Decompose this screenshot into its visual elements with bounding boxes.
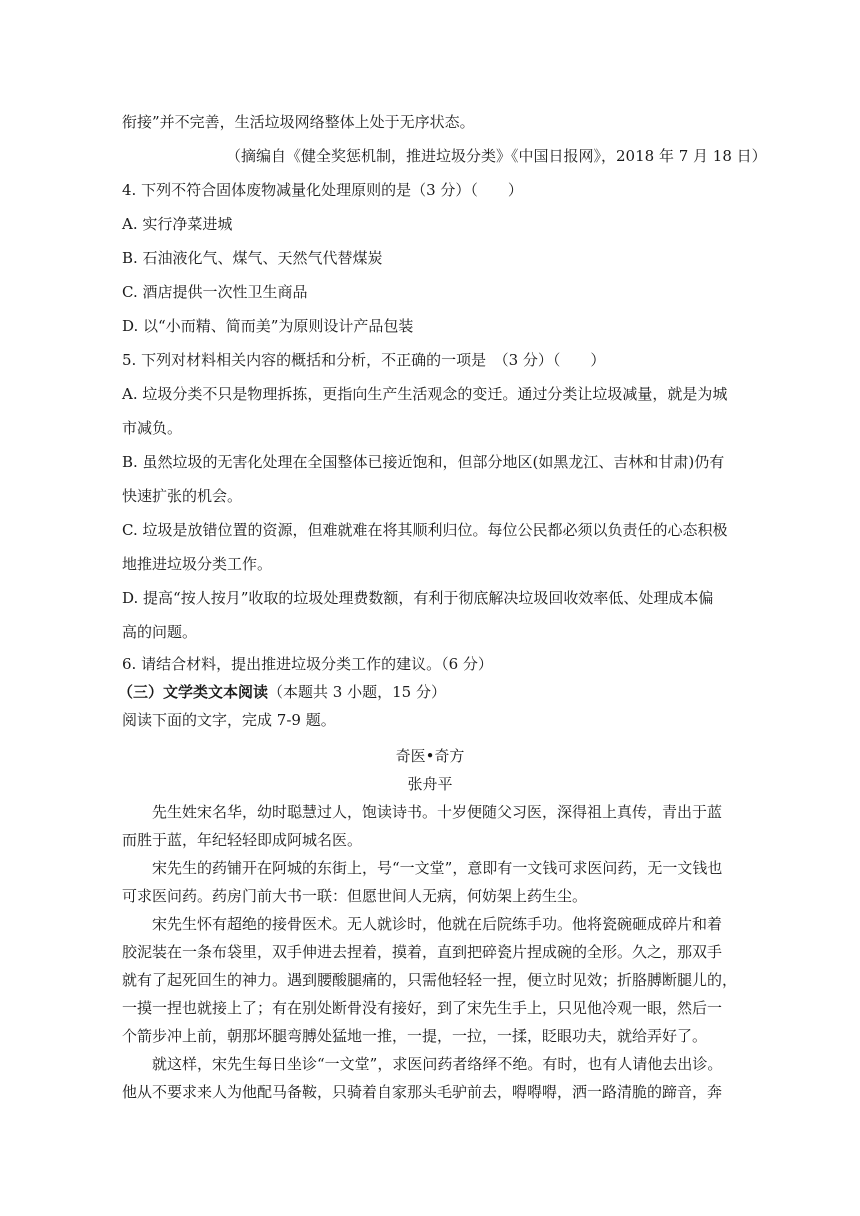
question-5-stem: 5. 下列对材料相关内容的概括和分析，不正确的一项是 （3 分）（ ）	[122, 351, 606, 369]
question-5-option-b: B. 虽然垃圾的无害化处理在全国整体已接近饱和，但部分地区(如黑龙江、吉林和甘肃)仍有	[122, 453, 725, 471]
story-paragraph-4: 就这样，宋先生每日坐诊“一文堂”，求医问药者络绎不绝。有时，也有人请他去出诊。	[152, 1055, 723, 1073]
question-4-option-a: A. 实行净菜进城	[122, 215, 233, 233]
story-paragraph-3-line-4: 一摸一捏也就接上了；有在别处断骨没有接好，到了宋先生手上，只见他冷观一眼，然后一	[122, 999, 723, 1017]
story-paragraph-3-line-2: 胶泥装在一条布袋里，双手伸进去捏着，摸着，直到把碎瓷片捏成碗的全形。久之，那双手	[122, 943, 723, 961]
question-5-option-c-cont: 地推进垃圾分类工作。	[122, 555, 273, 573]
reading-instruction: 阅读下面的文字，完成 7-9 题。	[122, 711, 336, 729]
question-5-option-b-cont: 快速扩张的机会。	[122, 487, 243, 505]
story-paragraph-3-line-3: 就有了起死回生的神力。遇到腰酸腿痛的，只需他轻轻一捏，便立时见效；折胳膊断腿儿的，	[122, 971, 738, 989]
section-heading	[118, 682, 446, 702]
story-paragraph-3: 宋先生怀有超绝的接骨医术。无人就诊时，他就在后院练手功。他将瓷碗砸成碎片和着	[152, 915, 723, 933]
question-5-option-c: C. 垃圾是放错位置的资源，但难就难在将其顺利归位。每位公民都必须以负责任的心态积极	[122, 521, 728, 539]
section-heading-title: （三）文学类文本阅读	[118, 683, 269, 701]
section-heading-note: （本题共 3 小题，15 分）	[268, 683, 446, 701]
story-author: 张舟平	[407, 775, 453, 793]
story-paragraph-3-line-5: 个箭步冲上前，朝那坏腿弯膊处猛地一推，一提，一拉，一揉，眨眼功夫，就给弄好了。	[122, 1027, 708, 1045]
story-paragraph-2-cont: 可求医问药。药房门前大书一联：但愿世间人无病，何妨架上药生尘。	[122, 887, 588, 905]
question-4-option-c: C. 酒店提供一次性卫生商品	[122, 283, 308, 301]
story-paragraph-4-cont: 他从不要求来人为他配马备鞍，只骑着自家那头毛驴前去，嘚嘚嘚，洒一路清脆的蹄音，奔	[122, 1083, 723, 1101]
question-4-option-d: D. 以“小而精、简而美”为原则设计产品包装	[122, 317, 414, 335]
story-paragraph-1-cont: 而胜于蓝，年纪轻轻即成阿城名医。	[122, 831, 363, 849]
intro-text: 衔接”并不完善，生活垃圾网络整体上处于无序状态。	[122, 113, 475, 131]
story-paragraph-2: 宋先生的药铺开在阿城的东街上，号“一文堂”，意即有一文钱可求医问药，无一文钱也	[152, 859, 723, 877]
question-5-option-a: A. 垃圾分类不只是物理拆拣，更指向生产生活观念的变迁。通过分类让垃圾减量，就是为城	[122, 385, 728, 403]
question-4-option-b: B. 石油液化气、煤气、天然气代替煤炭	[122, 249, 383, 267]
question-4-stem: 4. 下列不符合固体废物减量化处理原则的是（3 分）（ ）	[122, 181, 523, 199]
question-5-option-a-cont: 市减负。	[122, 419, 183, 437]
question-6-stem: 6. 请结合材料，提出推进垃圾分类工作的建议。（6 分）	[122, 655, 493, 673]
question-5-option-d-cont: 高的问题。	[122, 623, 198, 641]
source-citation: （摘编自《健全奖惩机制，推进垃圾分类》《中国日报网》，2018 年 7 月 18 日）	[226, 147, 767, 165]
question-5-option-d: D. 提高“按人按月”收取的垃圾处理费数额，有利于彻底解决垃圾回收效率低、处理成本偏	[122, 589, 714, 607]
story-title: 奇医•奇方	[395, 747, 465, 765]
story-paragraph-1: 先生姓宋名华，幼时聪慧过人，饱读诗书。十岁便随父习医，深得祖上真传，青出于蓝	[152, 803, 723, 821]
